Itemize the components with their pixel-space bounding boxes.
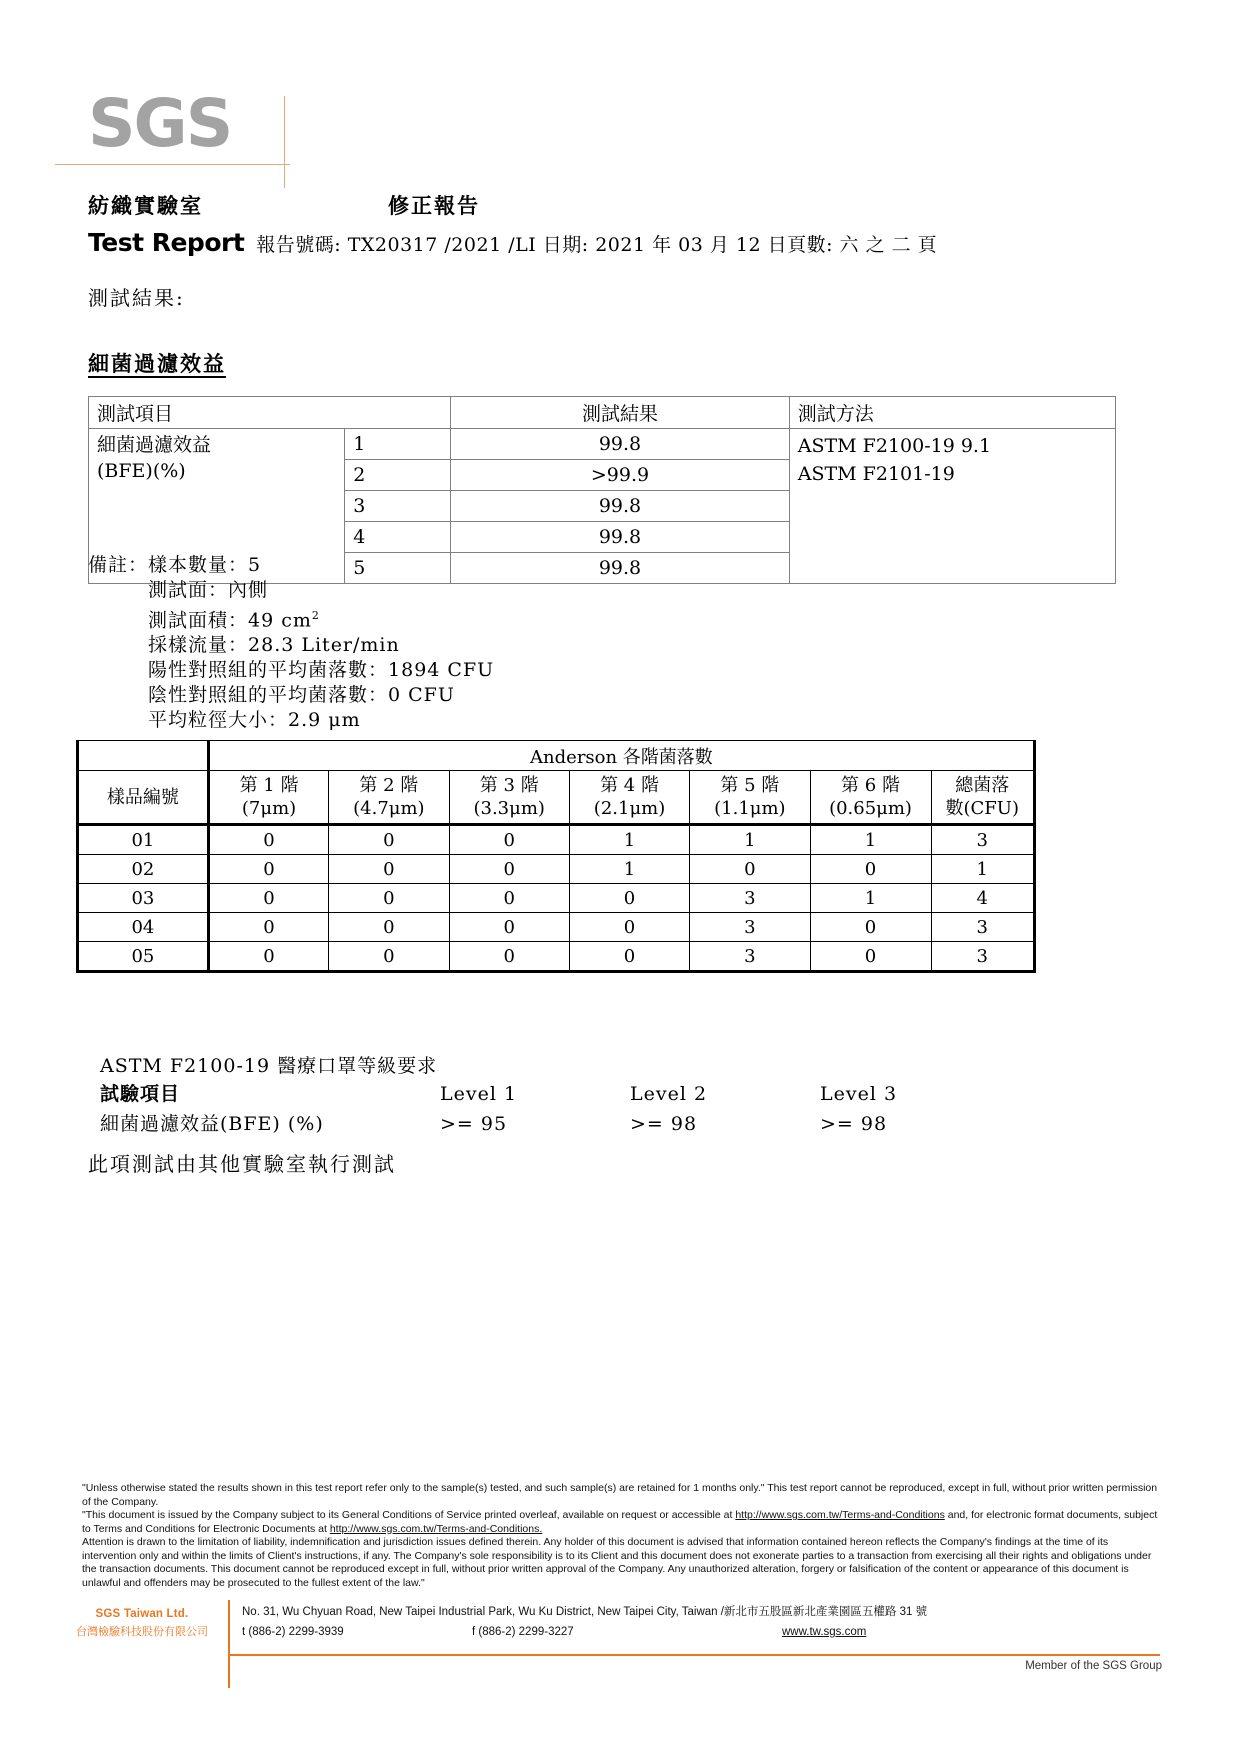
cell-stage-5: 1 — [690, 825, 810, 855]
cell-stage-1: 0 — [208, 855, 328, 884]
header-test-result: 測試結果 — [451, 397, 790, 429]
cell-sample-index: 1 — [345, 429, 451, 460]
cell-stage-2: 0 — [329, 913, 449, 942]
cell-stage-3: 0 — [449, 884, 569, 913]
astm-requirements-grid — [100, 1080, 1060, 1140]
footer-company-block — [62, 1608, 222, 1639]
astm-row-item-bfe: 細菌過濾效益(BFE) (%) — [100, 1113, 324, 1135]
cell-stage-4: 1 — [569, 855, 689, 884]
test-report-title: Test Report — [88, 228, 245, 257]
list-item: 樣本數量：5 — [148, 554, 262, 576]
header-stage-5 — [690, 771, 810, 825]
stage-2-name: 第 2 階 — [359, 775, 419, 796]
total-header-line2: 數(CFU) — [945, 798, 1019, 819]
method-line2: ASTM F2101-19 — [797, 462, 955, 485]
astm-value-level3: >= 98 — [820, 1113, 888, 1135]
list-item: 測試面：內側 — [148, 579, 269, 601]
cell-stage-1: 0 — [208, 913, 328, 942]
cell-stage-5: 3 — [690, 884, 810, 913]
item-name-line2: (BFE)(%) — [97, 459, 186, 482]
cell-sample-index: 2 — [345, 460, 451, 491]
astm-value-level2: >= 98 — [630, 1113, 698, 1135]
astm-col-header-level1: Level 1 — [440, 1083, 518, 1105]
legal-2-part-a: "This document is issued by the Company subject to its General Conditions of Service printed overleaf, available on request or accessible at — [82, 1509, 736, 1521]
company-fax: f (886-2) 2299-3227 — [472, 1626, 574, 1638]
list-item: 採樣流量：28.3 Liter/min — [148, 634, 400, 657]
cell-stage-3: 0 — [449, 825, 569, 855]
cell-test-method — [789, 429, 1115, 584]
cell-stage-6: 0 — [810, 913, 931, 942]
footer-address-block — [242, 1602, 1162, 1642]
company-website-link[interactable]: www.tw.sgs.com — [782, 1626, 867, 1638]
electronic-documents-terms-link[interactable]: http://www.sgs.com.tw/Terms-and-Conditions. — [329, 1522, 543, 1535]
cell-stage-5: 0 — [690, 855, 810, 884]
cell-total: 3 — [931, 825, 1035, 855]
total-header-line1: 總菌落 — [955, 775, 1010, 796]
astm-col-header-level3: Level 3 — [820, 1083, 898, 1105]
cell-sample-id: 04 — [78, 913, 209, 942]
stage-3-size: (3.3μm) — [473, 798, 545, 819]
list-item: 陰性對照組的平均菌落數：0 CFU — [148, 684, 455, 707]
astm-requirements-title: ASTM F2100-19 醫療口罩等級要求 — [100, 1055, 438, 1077]
legal-paragraph-1: "Unless otherwise stated the results shown in this test report refer only to the sample(s) tested, and such sample(s) are retained for 1 months only." This test report cannot be reproduced, except in full, without prior written permission of the Company. — [82, 1482, 1158, 1508]
company-address: No. 31, Wu Chyuan Road, New Taipei Industrial Park, Wu Ku District, New Taipei City, Taiwan /新北市五股區新北產業園區五權路 31 號 — [242, 1606, 928, 1618]
anderson-colony-table — [76, 740, 1036, 973]
cell-sample-index: 4 — [345, 522, 451, 553]
stage-4-size: (2.1μm) — [593, 798, 666, 819]
astm-col-header-item: 試驗項目 — [100, 1083, 181, 1105]
footer-vertical-divider — [228, 1600, 230, 1688]
cell-sample-id: 01 — [78, 825, 209, 855]
cell-stage-3: 0 — [449, 913, 569, 942]
logo-horizontal-rule — [55, 164, 290, 165]
section-title-bfe: 細菌過濾效益 — [88, 351, 226, 376]
stage-6-name: 第 6 階 — [841, 775, 900, 796]
header-sample-id: 樣品編號 — [78, 771, 209, 825]
cell-result-value: 99.8 — [451, 522, 790, 553]
legal-paragraph-3: Attention is drawn to the limitation of liability, indemnification and jurisdiction issues defined therein. Any holder of this document is advised that information contained hereon reflects the Company's findings at the time of its intervention only and within the limits of Client's instructions, if any. The Company's sole responsibility is to its Client and this document does not exonerate parties to a transaction from exercising all their rights and obligations under the transaction documents. This document cannot be reproduced except in full, without prior written approval of the Company. Any unauthorized alteration, forgery or falsification of the content or appearance of this document is unlawful and offenders may be prosecuted to the fullest extent of the law." — [82, 1536, 1152, 1589]
closing-note: 此項測試由其他實驗室執行測試 — [88, 1152, 396, 1176]
cell-stage-6: 1 — [810, 825, 931, 855]
stage-1-size: (7μm) — [241, 798, 297, 819]
astm-col-header-level2: Level 2 — [630, 1083, 708, 1105]
remarks-block — [88, 553, 494, 733]
amendment-label: 修正報告 — [388, 193, 480, 218]
company-name-zh: 台灣檢驗科技股份有限公司 — [76, 1626, 208, 1638]
cell-stage-1: 0 — [208, 884, 328, 913]
stage-5-size: (1.1μm) — [714, 798, 786, 819]
cell-stage-6: 0 — [810, 855, 931, 884]
cell-stage-4: 0 — [569, 913, 689, 942]
empty-corner-cell — [78, 741, 209, 771]
footer-contact-row — [242, 1622, 1162, 1642]
list-item: 平均粒徑大小：2.9 μm — [148, 709, 361, 732]
header-test-method: 測試方法 — [789, 397, 1115, 429]
remarks-label: 備註： — [88, 554, 149, 576]
cell-stage-2: 0 — [329, 884, 449, 913]
anderson-group-header: Anderson 各階菌落數 — [208, 741, 1034, 771]
footer-legal-text — [82, 1482, 1160, 1590]
sgs-logo — [88, 85, 288, 168]
stage-4-name: 第 4 階 — [600, 775, 659, 796]
list-item: 陽性對照組的平均菌落數：1894 CFU — [148, 659, 495, 682]
table-row — [78, 942, 1035, 972]
remark-area-text: 測試面積：49 cm — [148, 609, 312, 632]
cell-result-value: 99.8 — [451, 429, 790, 460]
cell-stage-3: 0 — [449, 855, 569, 884]
cell-sample-index: 3 — [345, 491, 451, 522]
cell-stage-6: 1 — [810, 884, 931, 913]
header-test-item: 測試項目 — [89, 397, 451, 429]
stage-1-name: 第 1 階 — [239, 775, 299, 796]
cell-stage-5: 3 — [690, 942, 810, 972]
company-name-en: SGS Taiwan Ltd. — [95, 1608, 189, 1620]
cell-total: 3 — [931, 942, 1035, 972]
method-line1: ASTM F2100-19 9.1 — [797, 435, 992, 457]
stage-6-size: (0.65μm) — [829, 798, 912, 819]
astm-value-level1: >= 95 — [440, 1113, 508, 1135]
area-superscript: 2 — [311, 609, 320, 622]
table-row — [78, 855, 1035, 884]
header-stage-4 — [569, 771, 689, 825]
cell-total: 3 — [931, 913, 1035, 942]
results-label: 測試結果: — [88, 286, 185, 310]
header-stage-2 — [329, 771, 449, 825]
report-number-and-date: 報告號碼: TX20317 /2021 /LI 日期: 2021 年 03 月 12 日頁數: 六 之 二 頁 — [256, 234, 938, 256]
terms-and-conditions-link[interactable]: http://www.sgs.com.tw/Terms-and-Conditions — [735, 1509, 945, 1521]
cell-stage-6: 0 — [810, 942, 931, 972]
cell-sample-id: 05 — [78, 942, 209, 972]
cell-stage-4: 0 — [569, 884, 689, 913]
table-row — [78, 913, 1035, 942]
cell-stage-1: 0 — [208, 825, 328, 855]
stage-5-name: 第 5 階 — [720, 775, 780, 796]
cell-total: 4 — [931, 884, 1035, 913]
cell-stage-4: 0 — [569, 942, 689, 972]
remarks-list — [148, 553, 494, 733]
cell-sample-id: 02 — [78, 855, 209, 884]
legal-2-part-b: and, for electronic format documents, subject to Terms and Conditions for Electronic Documents at — [82, 1509, 1158, 1535]
cell-stage-4: 1 — [569, 825, 689, 855]
anderson-column-header-row — [78, 771, 1035, 825]
company-phone: t (886-2) 2299-3939 — [242, 1626, 344, 1638]
header-stage-3 — [449, 771, 569, 825]
logo-vertical-rule — [284, 96, 285, 188]
footer-member-text: Member of the SGS Group — [1025, 1660, 1162, 1672]
cell-stage-2: 0 — [329, 942, 449, 972]
cell-result-value: 99.8 — [451, 553, 790, 584]
cell-result-value: >99.9 — [451, 460, 790, 491]
cell-sample-id: 03 — [78, 884, 209, 913]
cell-stage-2: 0 — [329, 825, 449, 855]
anderson-group-header-row — [78, 741, 1035, 771]
stage-3-name: 第 3 階 — [479, 775, 539, 796]
list-item — [148, 603, 494, 633]
cell-total: 1 — [931, 855, 1035, 884]
sgs-logo-text: SGS — [88, 85, 232, 162]
cell-stage-2: 0 — [329, 855, 449, 884]
astm-requirements-block — [100, 1052, 1060, 1140]
table-row — [89, 429, 1116, 460]
table-header-row — [89, 397, 1116, 429]
cell-stage-1: 0 — [208, 942, 328, 972]
legal-paragraph-2 — [82, 1509, 1160, 1536]
cell-stage-5: 3 — [690, 913, 810, 942]
report-meta-row — [88, 228, 1168, 257]
footer-horizontal-rule — [228, 1654, 1160, 1656]
header-stage-1 — [208, 771, 328, 825]
item-name-line1: 細菌過濾效益 — [97, 434, 212, 456]
cell-sample-index: 5 — [345, 553, 451, 584]
header-stage-6 — [810, 771, 931, 825]
lab-name: 紡織實驗室 — [88, 193, 203, 218]
table-row — [78, 825, 1035, 855]
cell-stage-3: 0 — [449, 942, 569, 972]
table-row — [78, 884, 1035, 913]
cell-result-value: 99.8 — [451, 491, 790, 522]
header-total-colonies — [931, 771, 1035, 825]
stage-2-size: (4.7μm) — [353, 798, 425, 819]
